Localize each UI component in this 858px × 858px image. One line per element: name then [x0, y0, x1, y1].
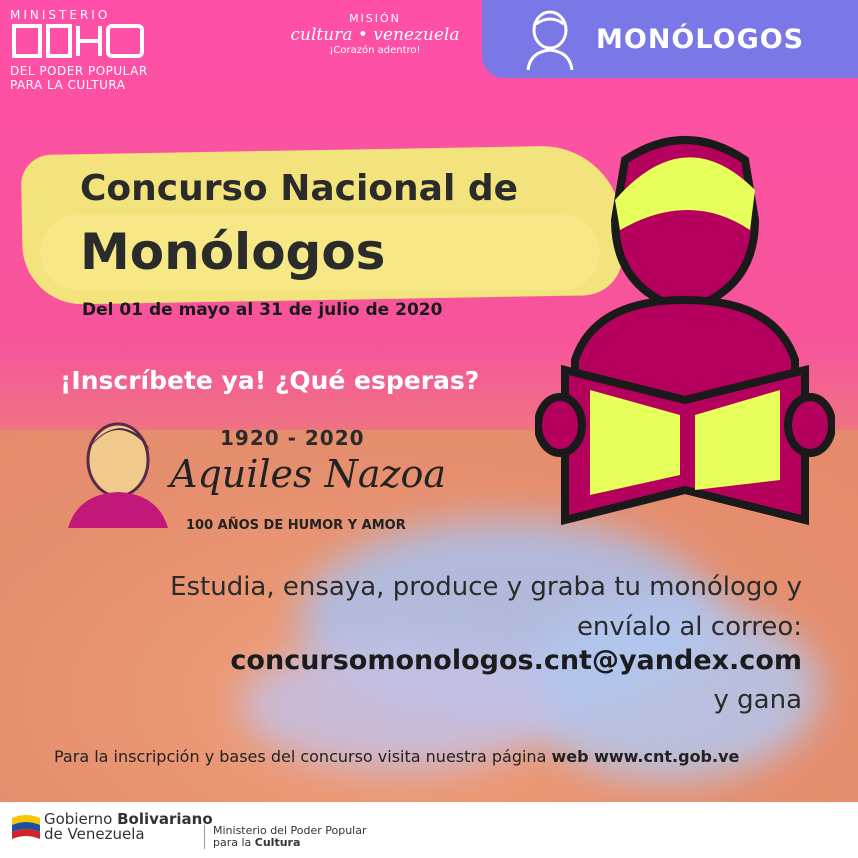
aquiles-signature: Aquiles Nazoa	[170, 452, 447, 496]
monologos-tag	[482, 0, 858, 78]
gobierno-logo	[44, 812, 213, 842]
contact-email[interactable]: concursomonologos.cnt@yandex.com	[230, 645, 802, 676]
contest-dates: Del 01 de mayo al 31 de julio de 2020	[82, 300, 443, 320]
ministry-logo	[10, 8, 148, 92]
footer-web-link[interactable]: web www.cnt.gob.ve	[551, 747, 740, 766]
title-line-2: Monólogos	[80, 223, 386, 281]
mision-label: MISIÓN	[349, 12, 401, 25]
tag-title: MONÓLOGOS	[596, 23, 805, 55]
signup-cta: ¡Inscríbete ya! ¿Qué esperas?	[60, 366, 480, 395]
ministry-word: MINISTERIO	[10, 8, 111, 22]
humor-tagline: 100 AÑOS DE HUMOR Y AMOR	[186, 518, 406, 533]
win-text: y gana	[713, 685, 802, 715]
instructions	[170, 567, 802, 647]
footer-note-text: Para la inscripción y bases del concurso visita nuestra página	[54, 747, 552, 766]
aquiles-portrait-icon	[62, 410, 174, 528]
ministry-sub: PARA LA CULTURA	[10, 78, 126, 92]
ministry-footer-bold: Cultura	[254, 836, 301, 849]
gob-text: de Venezuela	[44, 825, 145, 843]
title-line-1: Concurso Nacional de	[80, 168, 519, 209]
gob-text: Gobierno	[44, 810, 118, 828]
mision-tagline: ¡Corazón adentro!	[329, 45, 421, 56]
instructions-line: envíalo al correo:	[576, 612, 802, 642]
venezuela-flag-icon	[10, 812, 42, 846]
ministry-sub: DEL PODER POPULAR	[10, 64, 148, 78]
ministry-footer-text: Ministerio del Poder Popular	[213, 824, 367, 837]
person-outline-icon	[522, 6, 578, 72]
ministry-footer-text: para la	[213, 836, 255, 849]
ministry-glyph-icon	[10, 22, 148, 60]
ministry-footer-logo	[204, 825, 366, 849]
mision-name: cultura • venezuela	[290, 25, 460, 45]
instructions-line: Estudia, ensaya, produce y graba tu monólogo y	[170, 572, 802, 602]
gob-text-bold: Bolivariano	[117, 810, 213, 828]
reader-illustration-icon	[535, 130, 835, 530]
footer-note	[54, 747, 739, 766]
years: 1920 - 2020	[220, 426, 365, 450]
mision-logo	[290, 12, 460, 56]
